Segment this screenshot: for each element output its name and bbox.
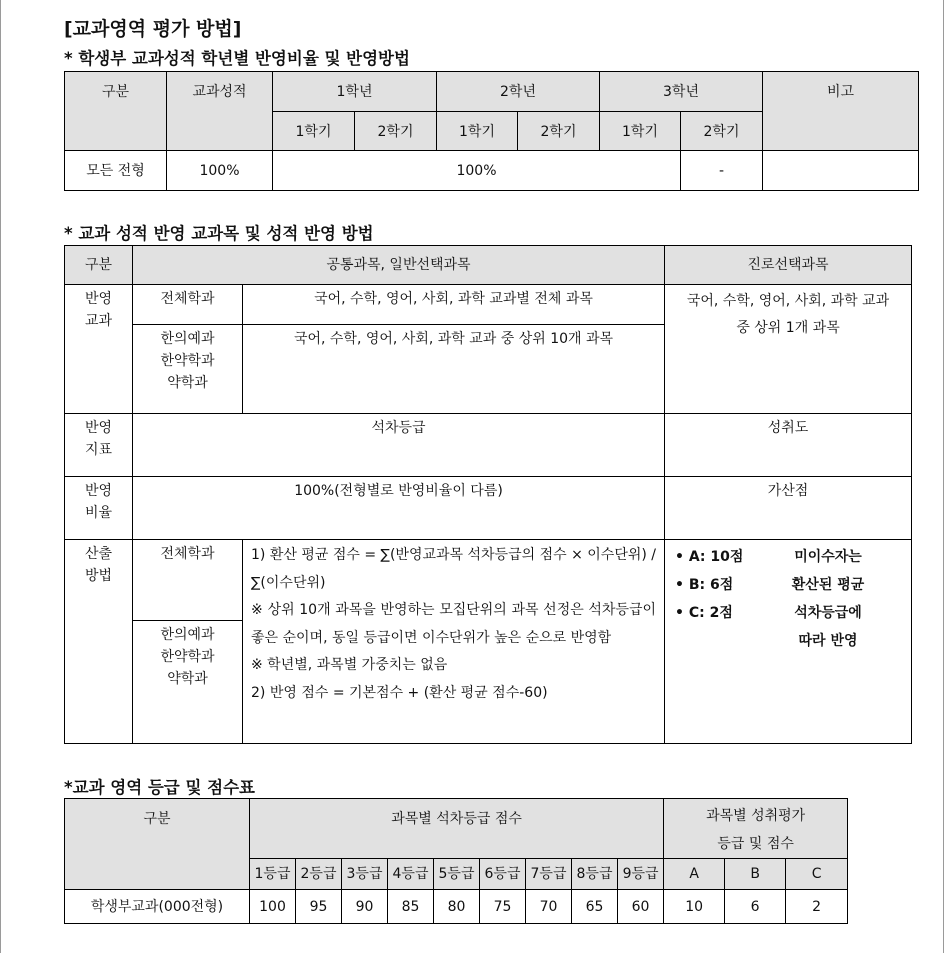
rank-score: 70 [526, 890, 572, 924]
header-grade: 8등급 [572, 859, 618, 890]
rank-score: 80 [434, 890, 480, 924]
bonus-list [675, 543, 755, 655]
bonus-item: • B: 6점 [675, 577, 734, 593]
calc-line: 1) 환산 평균 점수 = ∑(반영교과목 석차등급의 점수 × 이수단위) / ∑(이수단위) [251, 547, 657, 591]
header-grade: 6등급 [480, 859, 526, 890]
row-category: 모든 전형 [65, 151, 167, 191]
section3-title: *교과 영역 등급 및 점수표 [64, 778, 255, 797]
indicator-common: 석차등급 [133, 414, 665, 477]
section1-title: * 학생부 교과성적 학년별 반영비율 및 반영방법 [64, 49, 410, 68]
rank-score: 90 [342, 890, 388, 924]
dept-all-label: 전체학과 [133, 285, 243, 325]
ratio-common: 100%(전형별로 반영비율이 다름) [133, 477, 665, 540]
calc-line: ※ 학년별, 과목별 가중치는 없음 [251, 657, 448, 673]
header-semester: 1학기 [600, 112, 681, 151]
rank-score: 100 [250, 890, 296, 924]
bonus-item: • A: 10점 [675, 549, 744, 565]
row-year3-sem2: - [681, 151, 763, 191]
header-grade: 9등급 [618, 859, 664, 890]
header-achievement: 과목별 성취평가 등급 및 점수 [664, 799, 848, 859]
row-category: 학생부교과(000전형) [65, 890, 250, 924]
indicator-career: 성취도 [665, 414, 912, 477]
subject-method-table [64, 245, 912, 744]
header-common-subjects: 공통과목, 일반선택과목 [133, 246, 665, 285]
header-category: 구분 [65, 72, 167, 151]
career-subjects: 국어, 수학, 영어, 사회, 과학 교과 중 상위 1개 과목 [665, 285, 912, 414]
header-category: 구분 [65, 246, 133, 285]
header-grade: 4등급 [388, 859, 434, 890]
section2-title: * 교과 성적 반영 교과목 및 성적 반영 방법 [64, 224, 374, 243]
bonus-cell [665, 540, 912, 744]
rank-score: 95 [296, 890, 342, 924]
calc-line: 2) 반영 점수 = 기본점수 + (환산 평균 점수-60) [251, 684, 548, 701]
level-score: 6 [725, 890, 786, 924]
header-grade: 5등급 [434, 859, 480, 890]
ratio-career: 가산점 [665, 477, 912, 540]
header-rank-scores: 과목별 석차등급 점수 [250, 799, 664, 859]
header-grade: 7등급 [526, 859, 572, 890]
row-grade-score: 100% [167, 151, 273, 191]
header-grade-score: 교과성적 [167, 72, 273, 151]
header-semester: 2학기 [681, 112, 763, 151]
header-level: C [786, 859, 848, 890]
header-year2: 2학년 [437, 72, 600, 112]
header-grade: 2등급 [296, 859, 342, 890]
header-level: A [664, 859, 725, 890]
ratio-label: 반영 비율 [65, 477, 133, 540]
page-left-border [0, 0, 1, 953]
method-dept-all: 전체학과 [133, 540, 243, 621]
rank-score: 75 [480, 890, 526, 924]
header-level: B [725, 859, 786, 890]
header-grade: 3등급 [342, 859, 388, 890]
row-note [763, 151, 919, 191]
header-career-subjects: 진로선택과목 [665, 246, 912, 285]
level-score: 2 [786, 890, 848, 924]
level-score: 10 [664, 890, 725, 924]
header-category: 구분 [65, 799, 250, 890]
header-grade: 1등급 [250, 859, 296, 890]
page-title: [교과영역 평가 방법] [64, 18, 242, 40]
bonus-item: • C: 2점 [675, 605, 733, 621]
calc-line: ※ 상위 10개 과목을 반영하는 모집단위의 과목 선정은 석차등급이 좋은 순이며, 동일 등급이면 이수단위가 높은 순으로 반영함 [251, 602, 657, 646]
indicator-label: 반영 지표 [65, 414, 133, 477]
bonus-note: 미이수자는 환산된 평균 석차등급에 따라 반영 [791, 549, 865, 649]
rank-score: 85 [388, 890, 434, 924]
header-semester: 2학기 [518, 112, 600, 151]
header-note: 비고 [763, 72, 919, 151]
header-semester: 1학기 [273, 112, 355, 151]
rank-score: 60 [618, 890, 664, 924]
dept-special-label: 한의예과 한약학과 약학과 [133, 325, 243, 414]
dept-all-subjects: 국어, 수학, 영어, 사회, 과학 교과별 전체 과목 [243, 285, 665, 325]
yearly-ratio-table [64, 71, 919, 191]
header-year1: 1학년 [273, 72, 437, 112]
subjects-label: 반영 교과 [65, 285, 133, 414]
grade-score-table [64, 798, 848, 924]
method-label: 산출 방법 [65, 540, 133, 744]
header-semester: 2학기 [355, 112, 437, 151]
rank-score: 65 [572, 890, 618, 924]
header-semester: 1학기 [437, 112, 518, 151]
method-dept-special: 한의예과 한약학과 약학과 [133, 621, 243, 744]
header-year3: 3학년 [600, 72, 763, 112]
row-ratio: 100% [273, 151, 681, 191]
calculation-method [243, 540, 665, 744]
dept-special-subjects: 국어, 수학, 영어, 사회, 과학 교과 중 상위 10개 과목 [243, 325, 665, 414]
